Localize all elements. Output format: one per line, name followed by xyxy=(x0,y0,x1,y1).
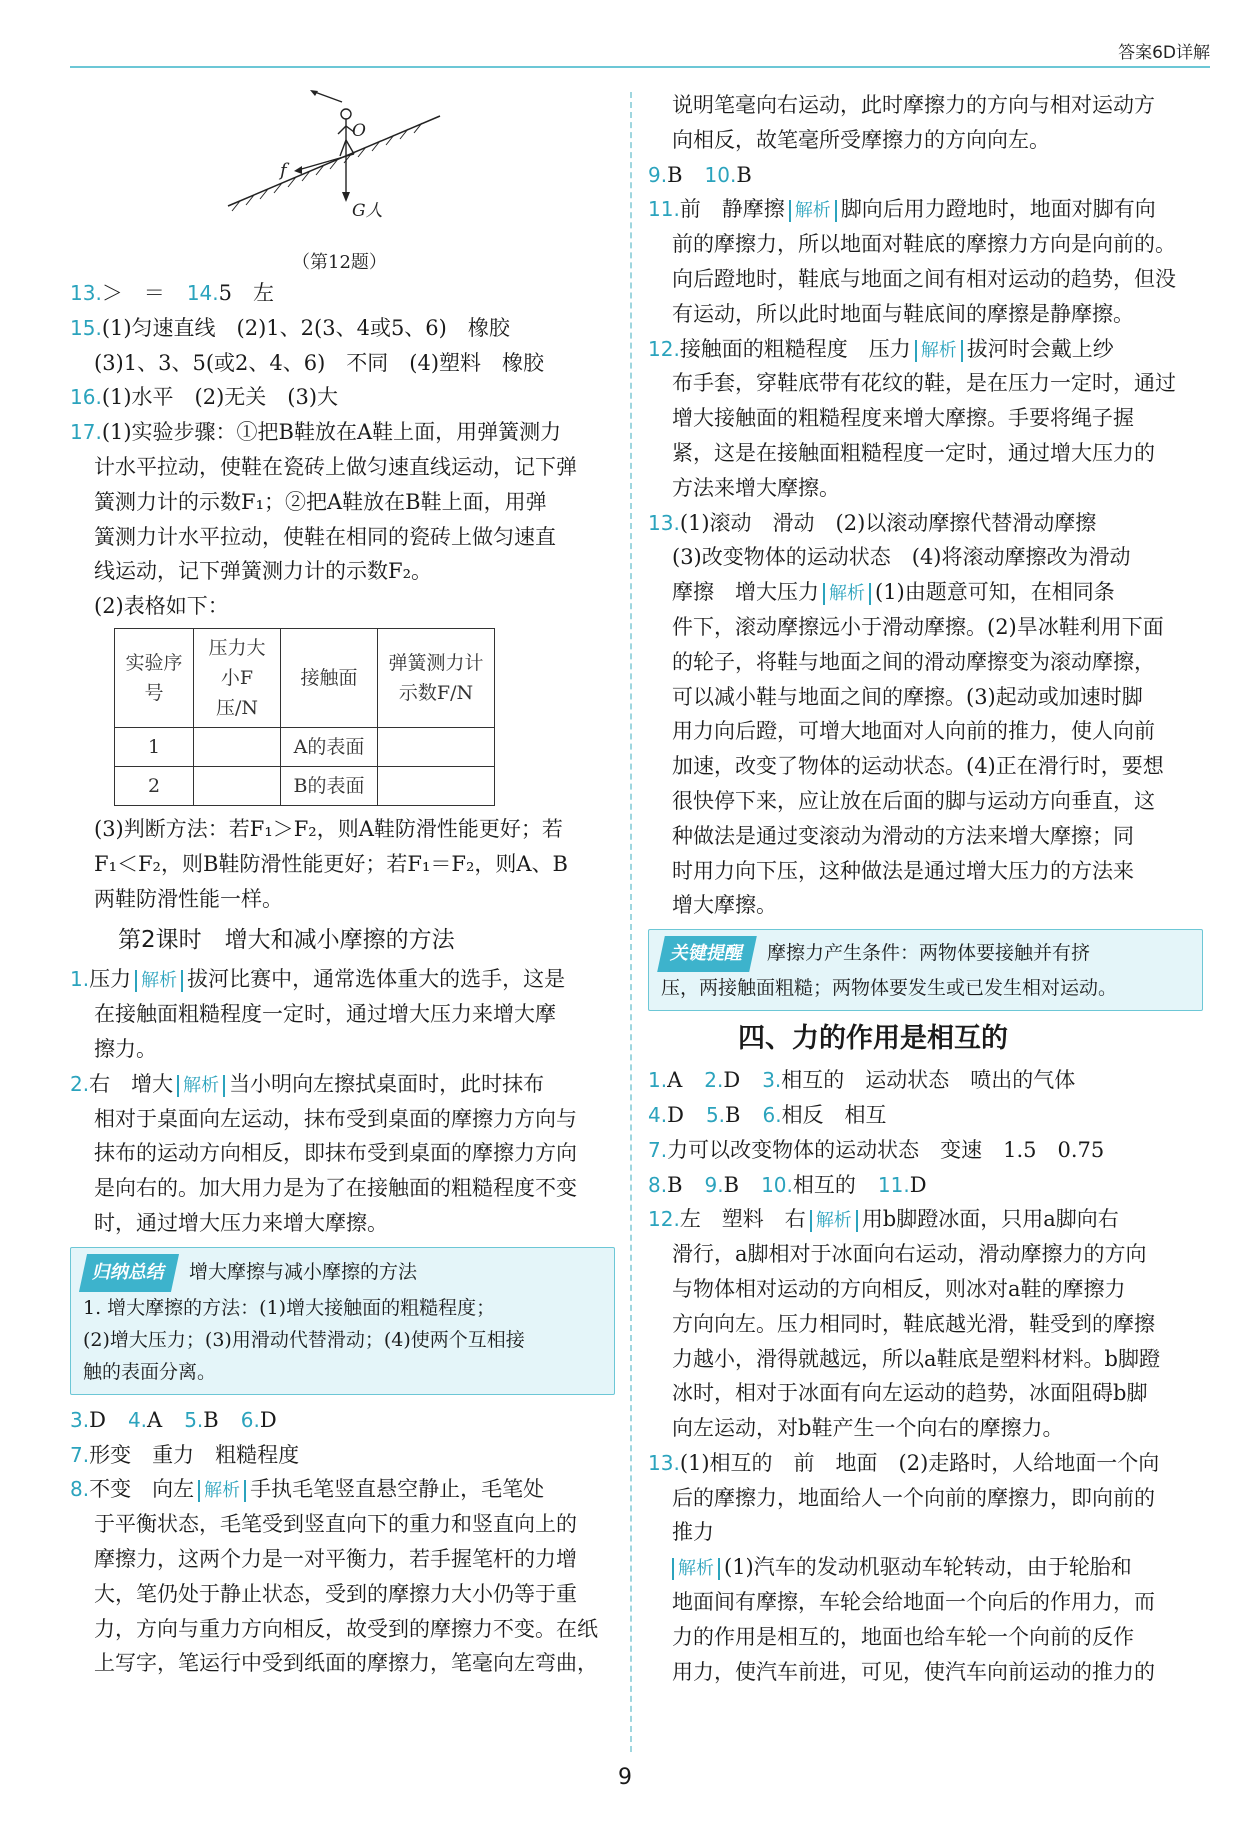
answer-9-10 xyxy=(648,158,1203,193)
tip-badge: 关键提醒 xyxy=(657,936,757,972)
text-line: 擦力。 xyxy=(94,1036,157,1061)
table-header: 实验序号 xyxy=(115,628,194,727)
q-number: 2. xyxy=(70,1071,90,1096)
analysis-tag: 解析 xyxy=(915,340,963,362)
text-line: 簧测力计水平拉动，使鞋在相同的瓷砖上做匀速直 xyxy=(94,524,556,549)
gravity-arrow-head xyxy=(342,192,350,202)
answer-r8-11 xyxy=(648,1168,1203,1203)
text-line: 力的作用是相互的，地面也给车轮一个向前的反作 xyxy=(672,1624,1134,1649)
answer-text: A xyxy=(147,1407,163,1432)
tip-text: 摩擦力产生条件：两物体要接触并有挤 xyxy=(767,942,1091,965)
answer-text: B xyxy=(203,1407,219,1432)
q-number: 13. xyxy=(70,281,102,305)
text-line: (3)判断方法：若F₁＞F₂，则A鞋防滑性能更好；若 xyxy=(94,816,563,841)
answer-text: 右 增大 xyxy=(89,1071,174,1096)
answer-text: 5 左 xyxy=(218,281,274,305)
answer-text: (1)相互的 前 地面 (2)走路时，人给地面一个向 xyxy=(679,1450,1160,1475)
q-number: 7. xyxy=(648,1137,668,1162)
analysis-text: 拔河比赛中，通常选体重大的选手，这是 xyxy=(187,967,566,992)
text-line: 布手套，穿鞋底带有花纹的鞋，是在压力一定时，通过 xyxy=(672,371,1176,396)
text-line: 相对于桌面向左运动，抹布受到桌面的摩擦力方向与 xyxy=(94,1106,577,1131)
answer-3-6 xyxy=(70,1403,615,1438)
answer-text: D xyxy=(259,1407,277,1432)
table-header-row xyxy=(115,628,495,727)
q-number: 8. xyxy=(70,1477,90,1502)
analysis-tag: 解析 xyxy=(810,1210,858,1232)
text-line: 说明笔毫向右运动，此时摩擦力的方向与相对运动方 xyxy=(672,93,1155,117)
text-line: 向左运动，对b鞋产生一个向右的摩擦力。 xyxy=(672,1416,1064,1441)
lesson-title: 第2课时 增大和减小摩擦的方法 xyxy=(118,927,455,954)
answer-1 xyxy=(70,962,615,997)
analysis-tag: 解析 xyxy=(789,200,837,222)
table-cell: 2 xyxy=(115,766,194,805)
q-number: 16. xyxy=(70,385,102,410)
q-number: 2. xyxy=(704,1068,724,1093)
answer-text: 接触面的粗糙程度 压力 xyxy=(679,336,911,361)
answer-text: B xyxy=(723,1172,740,1197)
text-line: 计水平拉动，使鞋在瓷砖上做匀速直线运动，记下弹 xyxy=(94,454,577,479)
text-line: 大，笔仍处于静止状态，受到的摩擦力大小仍等于重 xyxy=(94,1581,577,1606)
q-number: 14. xyxy=(186,281,219,305)
summary-badge: 归纳总结 xyxy=(79,1254,179,1292)
text-line: 力，方向与重力方向相反，故受到的摩擦力不变。在纸 xyxy=(94,1616,598,1641)
answer-text: 相互的 xyxy=(792,1172,856,1197)
q-number: 13. xyxy=(648,510,680,535)
table-cell: 1 xyxy=(115,727,194,766)
answer-text: 相互的 运动状态 喷出的气体 xyxy=(781,1068,1076,1093)
answer-text: ＞ ＝ xyxy=(101,281,165,305)
analysis-text: 手执毛笔竖直悬空静止，毛笔处 xyxy=(250,1477,545,1502)
table-row xyxy=(115,727,495,766)
table-cell xyxy=(194,727,281,766)
text-line: 抹布的运动方向相反，即抹布受到桌面的摩擦力方向 xyxy=(94,1141,577,1166)
text-line: 方向向左。压力相同时，鞋底越光滑，鞋受到的摩擦 xyxy=(672,1311,1155,1336)
tip-line xyxy=(661,936,1190,972)
text-line: 冰时，相对于冰面有向左运动的趋势，冰面阻碍b脚 xyxy=(672,1381,1148,1406)
q-number: 10. xyxy=(704,162,737,187)
answer-text: (1)实验步骤：①把B鞋放在A鞋上面，用弹簧测力 xyxy=(101,420,562,445)
analysis-text: 当小明向左擦拭桌面时，此时抹布 xyxy=(229,1071,545,1096)
q-number: 5. xyxy=(705,1102,726,1127)
summary-line: (2)增大压力；(3)用滑动代替滑动；(4)使两个互相接 xyxy=(83,1328,525,1351)
answer-text: D xyxy=(909,1172,927,1197)
answer-text: 不变 向左 xyxy=(89,1477,195,1502)
text-line: (3)改变物体的运动状态 (4)将滚动摩擦改为滑动 xyxy=(672,545,1131,570)
table-cell xyxy=(378,727,495,766)
figure-caption: （第12题） xyxy=(292,252,387,273)
answer-16 xyxy=(70,380,615,415)
text-line: 时用力向下压，这种做法是通过增大压力的方法来 xyxy=(672,858,1134,883)
q-number: 13. xyxy=(648,1450,680,1475)
label-f: f xyxy=(280,160,287,181)
q-number: 3. xyxy=(762,1068,782,1093)
summary-head xyxy=(83,1254,602,1292)
answer-15-cont: (3)1、3、5(或2、4、6) 不同 (4)塑料 橡胶 xyxy=(94,350,545,375)
page-header xyxy=(70,38,1210,68)
label-o: O xyxy=(352,121,366,141)
text-line: 种做法是通过变滚动为滑动的方法来增大摩擦；同 xyxy=(672,823,1134,848)
text-line: 簧测力计的示数F₁；②把A鞋放在B鞋上面，用弹 xyxy=(94,489,547,514)
q-number: 4. xyxy=(127,1407,148,1432)
q-number: 6. xyxy=(240,1407,260,1432)
answer-15 xyxy=(70,311,615,346)
chapter-title: 四、力的作用是相互的 xyxy=(738,1023,1008,1055)
friction-arrow-head xyxy=(294,166,302,174)
analysis-text: 拔河时会戴上纱 xyxy=(966,336,1114,361)
answer-text: 左 塑料 右 xyxy=(679,1207,806,1232)
text-line: 增大摩擦。 xyxy=(672,893,777,918)
text-line: 向相反，故笔毫所受摩擦力的方向向左。 xyxy=(672,127,1050,152)
table-header: 弹簧测力计示数F/N xyxy=(378,628,495,727)
left-column xyxy=(70,88,615,1681)
slope-hatch xyxy=(232,123,422,211)
answer-text: (1)滚动 滑动 (2)以滚动摩擦代替滑动摩擦 xyxy=(679,510,1097,535)
text-line: 摩擦力，这两个力是一对平衡力，若手握笔杆的力增 xyxy=(94,1546,577,1571)
q-number: 9. xyxy=(648,162,668,187)
analysis-tag: 解析 xyxy=(823,583,871,605)
table-cell xyxy=(378,766,495,805)
q-number: 7. xyxy=(70,1442,90,1467)
analysis-tag: 解析 xyxy=(672,1558,720,1580)
q-number: 1. xyxy=(648,1068,668,1093)
text-line: 时，通过增大压力来增大摩擦。 xyxy=(94,1210,388,1235)
answer-text: D xyxy=(723,1068,741,1093)
analysis-text: (1)由题意可知，在相同条 xyxy=(875,580,1115,605)
text-line: 是向右的。加大用力是为了在接触面的粗糙程度不变 xyxy=(94,1176,577,1201)
text-line: 滑行，a脚相对于冰面向右运动，滑动摩擦力的方向 xyxy=(672,1242,1147,1267)
answer-r13 xyxy=(648,1446,1203,1481)
answer-text: 形变 重力 粗糙程度 xyxy=(89,1442,300,1467)
text-line: 件下，滚动摩擦远小于滑动摩擦。(2)旱冰鞋利用下面 xyxy=(672,614,1164,639)
q-number: 4. xyxy=(648,1102,668,1127)
table-cell: B的表面 xyxy=(281,766,378,805)
q-number: 5. xyxy=(184,1407,204,1432)
text-line: F₁＜F₂，则B鞋防滑性能更好；若F₁＝F₂，则A、B xyxy=(94,851,568,876)
text-line: 地面间有摩擦，车轮会给地面一个向后的作用力，而 xyxy=(672,1590,1155,1615)
answer-text: 压力 xyxy=(89,967,132,992)
text-line: 加速，改变了物体的运动状态。(4)正在滑行时，要想 xyxy=(672,754,1164,779)
text-line: 用力，使汽车前进，可见，使汽车向前运动的推力的 xyxy=(672,1659,1155,1684)
answer-text: 前 静摩擦 xyxy=(679,197,785,222)
text-line: 两鞋防滑性能一样。 xyxy=(94,886,283,911)
text-line: 可以减小鞋与地面之间的摩擦。(3)起动或加速时脚 xyxy=(672,684,1143,709)
answer-text: (1)匀速直线 (2)1、2(3、4或5、6) 橡胶 xyxy=(101,315,510,340)
page-number: 9 xyxy=(618,1765,632,1790)
table-row xyxy=(115,766,495,805)
q-number: 12. xyxy=(648,336,680,361)
answer-8 xyxy=(70,1472,615,1507)
answer-text: 力可以改变物体的运动状态 变速 1.5 0.75 xyxy=(667,1137,1105,1162)
text-line: 上写字，笔运行中受到纸面的摩擦力，笔毫向左弯曲， xyxy=(94,1651,598,1676)
answer-13-14 xyxy=(70,276,615,311)
motion-arrow-head xyxy=(310,90,318,96)
q-number: 17. xyxy=(70,420,102,445)
text-line: 力越小，滑得就越远，所以a鞋底是塑料材料。b脚蹬 xyxy=(672,1346,1160,1371)
experiment-table xyxy=(114,628,495,806)
text-line: 有运动，所以此时地面与鞋底间的摩擦是静摩擦。 xyxy=(672,301,1134,326)
text-line: 于平衡状态，毛笔受到竖直向下的重力和竖直向上的 xyxy=(94,1512,577,1537)
q-number: 15. xyxy=(70,315,102,340)
q-number: 3. xyxy=(70,1407,90,1432)
table-header: 压力大小F压/N xyxy=(194,628,281,727)
answer-r4-6 xyxy=(648,1098,1203,1133)
summary-line: 触的表面分离。 xyxy=(83,1360,217,1383)
answer-12 xyxy=(648,332,1203,367)
answer-13 xyxy=(648,506,1203,541)
q-number: 11. xyxy=(877,1172,910,1197)
text-line: 增大接触面的粗糙程度来增大摩擦。手要将绳子握 xyxy=(672,406,1134,431)
text-line: 前的摩擦力，所以地面对鞋底的摩擦力方向是向前的。 xyxy=(672,232,1176,257)
tip-line: 压，两接触面粗糙；两物体要发生或已发生相对运动。 xyxy=(661,977,1118,1000)
answer-17 xyxy=(70,415,615,450)
q-number: 11. xyxy=(648,197,680,222)
q-number: 10. xyxy=(761,1172,793,1197)
analysis-text: 用b脚蹬冰面，只用a脚向右 xyxy=(861,1207,1119,1232)
summary-line: 1. 增大摩擦的方法：(1)增大接触面的粗糙程度； xyxy=(83,1296,496,1319)
text-line: 向后蹬地时，鞋底与地面之间有相对运动的趋势，但没 xyxy=(672,266,1176,291)
answer-r1-3 xyxy=(648,1063,1203,1098)
analysis-tag: 解析 xyxy=(198,1480,246,1502)
text-line: 与物体相对运动的方向相反，则冰对a鞋的摩擦力 xyxy=(672,1276,1126,1301)
text-line xyxy=(648,575,1203,610)
answer-text: A xyxy=(667,1068,683,1093)
text-line: 用力向后蹬，可增大地面对人向前的推力，使人向前 xyxy=(672,719,1155,744)
header-label: 答案6D详解 xyxy=(1118,43,1210,63)
answer-r7 xyxy=(648,1133,1203,1168)
text-line: 线运动，记下弹簧测力计的示数F₂。 xyxy=(94,559,432,584)
q-number: 1. xyxy=(70,967,90,992)
text-line xyxy=(648,1550,1203,1585)
text-line: 在接触面粗糙程度一定时，通过增大压力来增大摩 xyxy=(94,1002,556,1027)
analysis-tag: 解析 xyxy=(135,970,183,992)
answer-text: 摩擦 增大压力 xyxy=(672,580,819,605)
column-divider xyxy=(630,92,632,1752)
answer-text: (1)水平 (2)无关 (3)大 xyxy=(101,385,339,410)
answer-text: B xyxy=(667,1172,683,1197)
text-line: 推力 xyxy=(672,1520,714,1545)
answer-text: 相反 相互 xyxy=(781,1102,887,1127)
answer-text: D xyxy=(667,1102,684,1127)
text-line: 后的摩擦力，地面给人一个向前的摩擦力，即向前的 xyxy=(672,1485,1155,1510)
text-line: 很快停下来，应让放在后面的脚与运动方向垂直，这 xyxy=(672,788,1155,813)
q-number: 6. xyxy=(762,1102,782,1127)
q-number: 8. xyxy=(648,1172,668,1197)
answer-text: B xyxy=(667,162,683,187)
friction-diagram xyxy=(220,88,480,248)
table-cell: A的表面 xyxy=(281,727,378,766)
analysis-text: (1)汽车的发动机驱动车轮转动，由于轮胎和 xyxy=(724,1555,1132,1580)
answer-11 xyxy=(648,192,1203,227)
table-cell xyxy=(194,766,281,805)
analysis-text: 脚向后用力蹬地时，地面对脚有向 xyxy=(840,197,1156,222)
q-number: 9. xyxy=(704,1172,724,1197)
answer-text: D xyxy=(89,1407,106,1432)
label-g: G人 xyxy=(352,201,383,221)
answer-2 xyxy=(70,1067,615,1102)
table-header: 接触面 xyxy=(281,628,378,727)
answer-r12 xyxy=(648,1202,1203,1237)
answer-text: B xyxy=(736,162,752,187)
text-line: 紧，这是在接触面粗糙程度一定时，通过增大压力的 xyxy=(672,440,1155,465)
text-line: (2)表格如下： xyxy=(94,594,229,619)
text-line: 方法来增大摩擦。 xyxy=(672,475,840,500)
text-line: 的轮子，将鞋与地面之间的滑动摩擦变为滚动摩擦， xyxy=(672,649,1155,674)
analysis-tag: 解析 xyxy=(177,1075,225,1097)
figure-q12 xyxy=(70,88,615,276)
tip-box xyxy=(648,929,1203,1011)
summary-box xyxy=(70,1247,615,1395)
q-number: 12. xyxy=(648,1207,680,1232)
summary-title: 增大摩擦与减小摩擦的方法 xyxy=(189,1260,418,1283)
answer-7 xyxy=(70,1438,615,1473)
right-column xyxy=(648,88,1203,1689)
answer-text: B xyxy=(725,1102,741,1127)
